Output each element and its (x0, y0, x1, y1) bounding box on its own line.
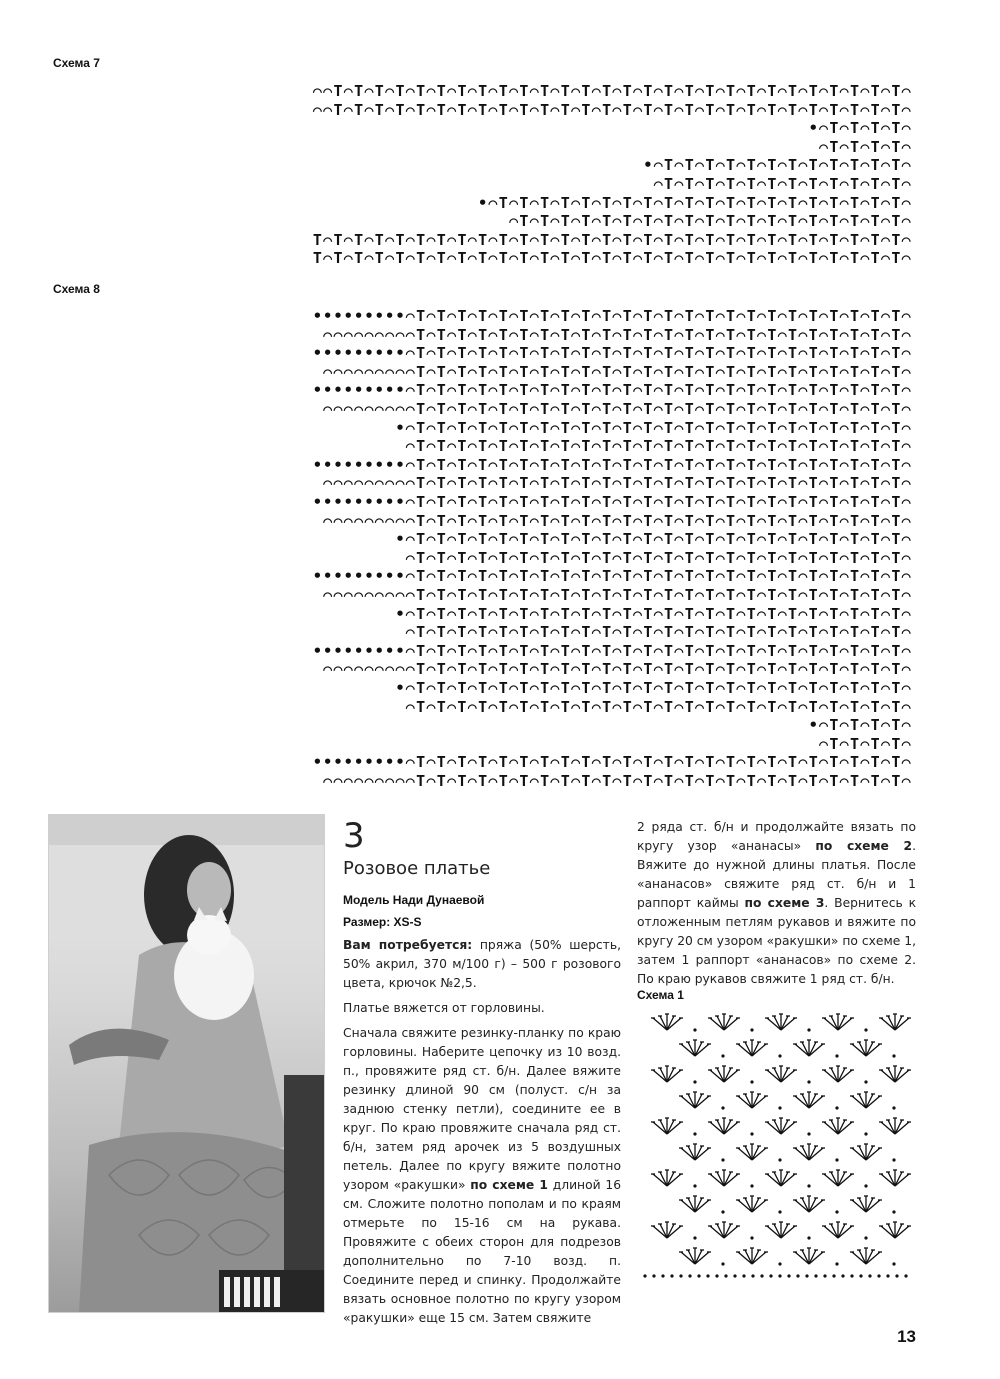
chart-row: ⌒T⌒T⌒T⌒T⌒T⌒T⌒T⌒T⌒T⌒T⌒T⌒T⌒T⌒T⌒T⌒T⌒T⌒T⌒T⌒T⌒T⌒T⌒T⌒T⌒ (405, 437, 912, 456)
shell-stitch-symbol (736, 1040, 768, 1056)
chart-row: •••••••••⌒T⌒T⌒T⌒T⌒T⌒T⌒T⌒T⌒T⌒T⌒T⌒T⌒T⌒T⌒T⌒T⌒T⌒T⌒T⌒T⌒T⌒T⌒T⌒T⌒ (312, 753, 912, 772)
scheme-7-label: Схема 7 (53, 56, 100, 70)
chain-stitch-dot (750, 1028, 753, 1031)
chart-row: T⌒T⌒T⌒T⌒T⌒T⌒T⌒T⌒T⌒T⌒T⌒T⌒T⌒T⌒T⌒T⌒T⌒T⌒T⌒T⌒T⌒T⌒T⌒T⌒T⌒T⌒T⌒T⌒T⌒ (312, 249, 912, 268)
chain-stitch-dot (778, 1210, 781, 1213)
chain-stitch-dot (886, 1274, 889, 1277)
chart-row: T⌒T⌒T⌒T⌒T⌒T⌒T⌒T⌒T⌒T⌒T⌒T⌒T⌒T⌒T⌒T⌒T⌒T⌒T⌒T⌒T⌒T⌒T⌒T⌒T⌒T⌒T⌒T⌒T⌒ (312, 230, 912, 249)
chain-stitch-dot (750, 1132, 753, 1135)
shell-stitch-symbol (708, 1222, 740, 1238)
chain-stitch-dot (835, 1158, 838, 1161)
chart-row: •••••••••⌒T⌒T⌒T⌒T⌒T⌒T⌒T⌒T⌒T⌒T⌒T⌒T⌒T⌒T⌒T⌒T⌒T⌒T⌒T⌒T⌒T⌒T⌒T⌒T⌒ (312, 493, 912, 511)
chain-stitch-dot (835, 1262, 838, 1265)
scheme-1-label: Схема 1 (637, 988, 684, 1002)
chart-row: ⌒⌒T⌒T⌒T⌒T⌒T⌒T⌒T⌒T⌒T⌒T⌒T⌒T⌒T⌒T⌒T⌒T⌒T⌒T⌒T⌒T⌒T⌒T⌒T⌒T⌒T⌒T⌒T⌒T⌒ (312, 100, 912, 119)
chart-row: ⌒⌒⌒⌒⌒⌒⌒⌒⌒T⌒T⌒T⌒T⌒T⌒T⌒T⌒T⌒T⌒T⌒T⌒T⌒T⌒T⌒T⌒T⌒T⌒T⌒T⌒T⌒T⌒T⌒T⌒T⌒ (323, 660, 912, 679)
chart-row: ⌒T⌒T⌒T⌒T⌒T⌒T⌒T⌒T⌒T⌒T⌒T⌒T⌒ (653, 175, 912, 193)
chain-stitch-dot (892, 1106, 895, 1109)
chart-row: •⌒T⌒T⌒T⌒T⌒T⌒T⌒T⌒T⌒T⌒T⌒T⌒T⌒T⌒T⌒T⌒T⌒T⌒T⌒T⌒T⌒T⌒T⌒T⌒T⌒ (395, 679, 912, 697)
chart-row: •••••••••⌒T⌒T⌒T⌒T⌒T⌒T⌒T⌒T⌒T⌒T⌒T⌒T⌒T⌒T⌒T⌒T⌒T⌒T⌒T⌒T⌒T⌒T⌒T⌒T⌒ (312, 307, 912, 325)
chain-stitch-dot (652, 1274, 655, 1277)
shell-stitch-symbol (793, 1248, 825, 1264)
shell-stitch-symbol (765, 1066, 797, 1082)
chart-row: •⌒T⌒T⌒T⌒T⌒T⌒T⌒T⌒T⌒T⌒T⌒T⌒T⌒T⌒T⌒T⌒T⌒T⌒T⌒T⌒T⌒T⌒T⌒T⌒T⌒ (395, 530, 912, 549)
continued-text-2: . Вяжите до нужной длины платья. После «ананасов» свяжите ряд ст. б/н и 1 раппорт каймы (637, 839, 917, 910)
chain-stitch-dot (807, 1184, 810, 1187)
chain-stitch-dot (835, 1054, 838, 1057)
chain-stitch-dot (679, 1274, 682, 1277)
chain-stitch-dot (864, 1236, 867, 1239)
shell-stitch-symbol (708, 1118, 740, 1134)
chain-stitch-dot (721, 1210, 724, 1213)
chain-stitch-dot (661, 1274, 664, 1277)
chain-stitch-dot (715, 1274, 718, 1277)
chart-row: •••••••••⌒T⌒T⌒T⌒T⌒T⌒T⌒T⌒T⌒T⌒T⌒T⌒T⌒T⌒T⌒T⌒T⌒T⌒T⌒T⌒T⌒T⌒T⌒T⌒T⌒ (312, 381, 912, 400)
shell-stitch-symbol (708, 1014, 740, 1030)
shell-stitch-symbol (679, 1092, 711, 1108)
shell-stitch-symbol (736, 1092, 768, 1108)
chart-row: ⌒⌒⌒⌒⌒⌒⌒⌒⌒T⌒T⌒T⌒T⌒T⌒T⌒T⌒T⌒T⌒T⌒T⌒T⌒T⌒T⌒T⌒T⌒T⌒T⌒T⌒T⌒T⌒T⌒T⌒T⌒ (323, 772, 912, 790)
shell-stitch-symbol (679, 1040, 711, 1056)
shell-stitch-symbol (822, 1014, 854, 1030)
chain-stitch-dot (724, 1274, 727, 1277)
chart-row: ⌒T⌒T⌒T⌒T⌒T⌒T⌒T⌒T⌒T⌒T⌒T⌒T⌒T⌒T⌒T⌒T⌒T⌒T⌒T⌒T⌒T⌒T⌒T⌒T⌒ (405, 623, 912, 642)
scheme-3-reference: по схеме 3 (744, 896, 825, 910)
instructions-text-1: Сначала свяжите резинку-планку по краю горловины. Наберите цепочку из 10 возд. п., провяжите ряд ст. б/н. Далее вяжите резинку длиной 90 см (полуст. с/н за заднюю стенку петли), соедините ее в круг. По краю провяжите сначала ряд ст. б/н, затем ряд арочек из 5 воздушных петель. Далее по кругу вяжите полотно узором «ракушки» (343, 1026, 621, 1192)
shell-stitch-symbol (679, 1248, 711, 1264)
shell-stitch-diagram (637, 1008, 917, 1286)
shell-stitch-symbol (736, 1144, 768, 1160)
model-photo (48, 814, 325, 1313)
article-number: 3 (343, 816, 365, 856)
chain-stitch-dot (904, 1274, 907, 1277)
shell-stitch-symbol (879, 1170, 911, 1186)
scheme-2-reference: по схеме 2 (815, 839, 913, 853)
shell-stitch-symbol (879, 1222, 911, 1238)
chain-stitch-dot (697, 1274, 700, 1277)
page-number: 13 (897, 1327, 916, 1346)
shell-stitch-symbol (850, 1144, 882, 1160)
chart-row: ⌒T⌒T⌒T⌒T⌒T⌒T⌒T⌒T⌒T⌒T⌒T⌒T⌒T⌒T⌒T⌒T⌒T⌒T⌒T⌒T⌒T⌒T⌒T⌒T⌒ (405, 548, 912, 567)
chain-stitch-dot (750, 1184, 753, 1187)
chain-stitch-dot (787, 1274, 790, 1277)
shell-stitch-symbol (651, 1014, 683, 1030)
continued-text-3: . Вернитесь к отложенным петлям рукавов и вяжите по кругу 20 см узором «ракушки» по схеме 1, затем 1 раппорт «ананасов» по схеме 2. По краю рукавов свяжите 1 ряд ст. б/н. (637, 896, 916, 986)
shell-stitch-symbol (679, 1144, 711, 1160)
scheme-1-chart (637, 1008, 917, 1286)
chain-stitch-dot (892, 1210, 895, 1213)
chart-row: ⌒⌒⌒⌒⌒⌒⌒⌒⌒T⌒T⌒T⌒T⌒T⌒T⌒T⌒T⌒T⌒T⌒T⌒T⌒T⌒T⌒T⌒T⌒T⌒T⌒T⌒T⌒T⌒T⌒T⌒T⌒ (323, 474, 912, 493)
chart-row: •⌒T⌒T⌒T⌒T⌒ (808, 716, 912, 735)
shell-stitch-symbol (822, 1170, 854, 1186)
shell-stitch-symbol (879, 1014, 911, 1030)
chain-stitch-dot (895, 1274, 898, 1277)
shell-stitch-symbol (822, 1066, 854, 1082)
chain-stitch-dot (864, 1080, 867, 1083)
chain-stitch-dot (892, 1054, 895, 1057)
chain-stitch-dot (892, 1158, 895, 1161)
chain-stitch-dot (859, 1274, 862, 1277)
chain-stitch-dot (778, 1274, 781, 1277)
continued-paragraph (637, 818, 916, 989)
chain-stitch-dot (892, 1262, 895, 1265)
chain-stitch-dot (643, 1274, 646, 1277)
chain-stitch-dot (721, 1054, 724, 1057)
chart-row: ⌒⌒⌒⌒⌒⌒⌒⌒⌒T⌒T⌒T⌒T⌒T⌒T⌒T⌒T⌒T⌒T⌒T⌒T⌒T⌒T⌒T⌒T⌒T⌒T⌒T⌒T⌒T⌒T⌒T⌒T⌒ (323, 325, 912, 344)
shell-stitch-symbol (793, 1092, 825, 1108)
chain-stitch-dot (807, 1132, 810, 1135)
woman-with-cat-photo-illustration (49, 815, 324, 1312)
shell-stitch-symbol (736, 1196, 768, 1212)
chart-row: ⌒T⌒T⌒T⌒T⌒ (819, 734, 912, 753)
chain-stitch-dot (864, 1132, 867, 1135)
shell-stitch-symbol (879, 1066, 911, 1082)
chart-row: •⌒T⌒T⌒T⌒T⌒T⌒T⌒T⌒T⌒T⌒T⌒T⌒T⌒T⌒T⌒T⌒T⌒T⌒T⌒T⌒T⌒ (478, 193, 912, 212)
shell-stitch-symbol (708, 1066, 740, 1082)
instructions-text-2: длиной 16 см. Сложите полотно пополам и по краям отмерьте по 15-16 см на рукава. Провяжите с обеих сторон для подрезов дополнительно по 7-10 возд. п. Соедините перед и спинку. Продолжайте вязать основное полотно по кругу узором «ракушки» еще 15 см. Затем свяжите (343, 1178, 622, 1325)
chain-stitch-dot (864, 1184, 867, 1187)
chart-row: ⌒⌒⌒⌒⌒⌒⌒⌒⌒T⌒T⌒T⌒T⌒T⌒T⌒T⌒T⌒T⌒T⌒T⌒T⌒T⌒T⌒T⌒T⌒T⌒T⌒T⌒T⌒T⌒T⌒T⌒T⌒ (323, 400, 912, 418)
chart-row: •⌒T⌒T⌒T⌒T⌒ (808, 119, 912, 138)
shell-stitch-symbol (850, 1196, 882, 1212)
chain-stitch-dot (778, 1054, 781, 1057)
chain-stitch-dot (693, 1184, 696, 1187)
chain-stitch-dot (807, 1028, 810, 1031)
chain-stitch-dot (814, 1274, 817, 1277)
chain-stitch-dot (760, 1274, 763, 1277)
chain-stitch-dot (805, 1274, 808, 1277)
chain-stitch-dot (796, 1274, 799, 1277)
shell-stitch-symbol (651, 1118, 683, 1134)
chain-stitch-dot (721, 1158, 724, 1161)
shell-stitch-symbol (765, 1170, 797, 1186)
chart-row: ⌒⌒⌒⌒⌒⌒⌒⌒⌒T⌒T⌒T⌒T⌒T⌒T⌒T⌒T⌒T⌒T⌒T⌒T⌒T⌒T⌒T⌒T⌒T⌒T⌒T⌒T⌒T⌒T⌒T⌒T⌒ (323, 586, 912, 604)
chain-stitch-dot (693, 1236, 696, 1239)
article-title: Розовое платье (343, 858, 491, 879)
materials-label: Вам потребуется: (343, 938, 473, 952)
chart-row: ⌒T⌒T⌒T⌒T⌒ (819, 137, 912, 156)
shell-stitch-symbol (765, 1014, 797, 1030)
chart-row: •••••••••⌒T⌒T⌒T⌒T⌒T⌒T⌒T⌒T⌒T⌒T⌒T⌒T⌒T⌒T⌒T⌒T⌒T⌒T⌒T⌒T⌒T⌒T⌒T⌒T⌒ (312, 567, 912, 586)
chain-stitch-dot (733, 1274, 736, 1277)
chart-row: •⌒T⌒T⌒T⌒T⌒T⌒T⌒T⌒T⌒T⌒T⌒T⌒T⌒T⌒T⌒T⌒T⌒T⌒T⌒T⌒T⌒T⌒T⌒T⌒T⌒ (395, 604, 912, 623)
shell-stitch-symbol (708, 1170, 740, 1186)
chain-stitch-dot (778, 1106, 781, 1109)
chain-stitch-dot (721, 1106, 724, 1109)
instructions-paragraph (343, 1024, 621, 1328)
chain-stitch-dot (823, 1274, 826, 1277)
chain-stitch-dot (751, 1274, 754, 1277)
chart-row: ⌒T⌒T⌒T⌒T⌒T⌒T⌒T⌒T⌒T⌒T⌒T⌒T⌒T⌒T⌒T⌒T⌒T⌒T⌒T⌒ (509, 212, 912, 231)
chart-row: •••••••••⌒T⌒T⌒T⌒T⌒T⌒T⌒T⌒T⌒T⌒T⌒T⌒T⌒T⌒T⌒T⌒T⌒T⌒T⌒T⌒T⌒T⌒T⌒T⌒T⌒ (312, 641, 912, 660)
chain-stitch-dot (750, 1080, 753, 1083)
chain-stitch-dot (877, 1274, 880, 1277)
shell-stitch-symbol (822, 1118, 854, 1134)
chain-stitch-dot (706, 1274, 709, 1277)
chain-stitch-dot (778, 1262, 781, 1265)
chain-stitch-dot (670, 1274, 673, 1277)
chain-stitch-dot (769, 1274, 772, 1277)
chart-row: •⌒T⌒T⌒T⌒T⌒T⌒T⌒T⌒T⌒T⌒T⌒T⌒T⌒ (643, 156, 912, 175)
intro-paragraph: Платье вяжется от горловины. (343, 1001, 545, 1015)
chain-stitch-dot (693, 1080, 696, 1083)
chain-stitch-dot (721, 1262, 724, 1265)
continued-text-1: 2 ряда ст. б/н и продолжайте вязать по кругу узор «ананасы» (637, 820, 916, 853)
chart-row: ⌒⌒T⌒T⌒T⌒T⌒T⌒T⌒T⌒T⌒T⌒T⌒T⌒T⌒T⌒T⌒T⌒T⌒T⌒T⌒T⌒T⌒T⌒T⌒T⌒T⌒T⌒T⌒T⌒T⌒ (312, 82, 912, 100)
chart-row: ⌒⌒⌒⌒⌒⌒⌒⌒⌒T⌒T⌒T⌒T⌒T⌒T⌒T⌒T⌒T⌒T⌒T⌒T⌒T⌒T⌒T⌒T⌒T⌒T⌒T⌒T⌒T⌒T⌒T⌒T⌒ (323, 511, 912, 530)
chart-row: ⌒T⌒T⌒T⌒T⌒T⌒T⌒T⌒T⌒T⌒T⌒T⌒T⌒T⌒T⌒T⌒T⌒T⌒T⌒T⌒T⌒T⌒T⌒T⌒T⌒ (405, 697, 912, 716)
article-model: Модель Нади Дунаевой (343, 893, 485, 907)
chain-stitch-dot (807, 1080, 810, 1083)
shell-stitch-symbol (879, 1118, 911, 1134)
shell-stitch-symbol (765, 1222, 797, 1238)
chain-stitch-dot (864, 1028, 867, 1031)
chain-stitch-dot (693, 1028, 696, 1031)
chain-stitch-dot (868, 1274, 871, 1277)
article-column-continued (637, 818, 916, 989)
chart-row: ⌒⌒⌒⌒⌒⌒⌒⌒⌒T⌒T⌒T⌒T⌒T⌒T⌒T⌒T⌒T⌒T⌒T⌒T⌒T⌒T⌒T⌒T⌒T⌒T⌒T⌒T⌒T⌒T⌒T⌒T⌒ (323, 362, 912, 381)
materials-text: пряжа (50% шерсть, 50% акрил, 370 м/100 г) – 500 г розового цвета, крючок №2,5. (343, 938, 621, 990)
shell-stitch-symbol (679, 1196, 711, 1212)
chart-row: •••••••••⌒T⌒T⌒T⌒T⌒T⌒T⌒T⌒T⌒T⌒T⌒T⌒T⌒T⌒T⌒T⌒T⌒T⌒T⌒T⌒T⌒T⌒T⌒T⌒T⌒ (312, 455, 912, 474)
chain-stitch-dot (693, 1132, 696, 1135)
shell-stitch-symbol (850, 1092, 882, 1108)
scheme-1-reference: по схеме 1 (470, 1178, 548, 1192)
shell-stitch-symbol (651, 1066, 683, 1082)
chain-stitch-dot (835, 1210, 838, 1213)
chain-stitch-dot (778, 1158, 781, 1161)
scheme-8-label: Схема 8 (53, 282, 100, 296)
shell-stitch-symbol (651, 1170, 683, 1186)
chain-stitch-dot (841, 1274, 844, 1277)
chain-stitch-dot (807, 1236, 810, 1239)
shell-stitch-symbol (736, 1248, 768, 1264)
chart-row: •⌒T⌒T⌒T⌒T⌒T⌒T⌒T⌒T⌒T⌒T⌒T⌒T⌒T⌒T⌒T⌒T⌒T⌒T⌒T⌒T⌒T⌒T⌒T⌒T⌒ (395, 418, 912, 437)
shell-stitch-symbol (793, 1196, 825, 1212)
article-column (343, 818, 621, 1328)
shell-stitch-symbol (850, 1248, 882, 1264)
chain-stitch-dot (835, 1106, 838, 1109)
article-size: Размер: XS-S (343, 915, 422, 929)
shell-stitch-symbol (765, 1118, 797, 1134)
materials-paragraph (343, 936, 621, 993)
shell-stitch-symbol (651, 1222, 683, 1238)
chain-stitch-dot (688, 1274, 691, 1277)
chart-row: •••••••••⌒T⌒T⌒T⌒T⌒T⌒T⌒T⌒T⌒T⌒T⌒T⌒T⌒T⌒T⌒T⌒T⌒T⌒T⌒T⌒T⌒T⌒T⌒T⌒T⌒ (312, 344, 912, 363)
chain-stitch-dot (850, 1274, 853, 1277)
shell-stitch-symbol (822, 1222, 854, 1238)
shell-stitch-symbol (850, 1040, 882, 1056)
chain-stitch-dot (832, 1274, 835, 1277)
shell-stitch-symbol (793, 1040, 825, 1056)
chain-stitch-dot (742, 1274, 745, 1277)
chain-stitch-dot (750, 1236, 753, 1239)
shell-stitch-symbol (793, 1144, 825, 1160)
